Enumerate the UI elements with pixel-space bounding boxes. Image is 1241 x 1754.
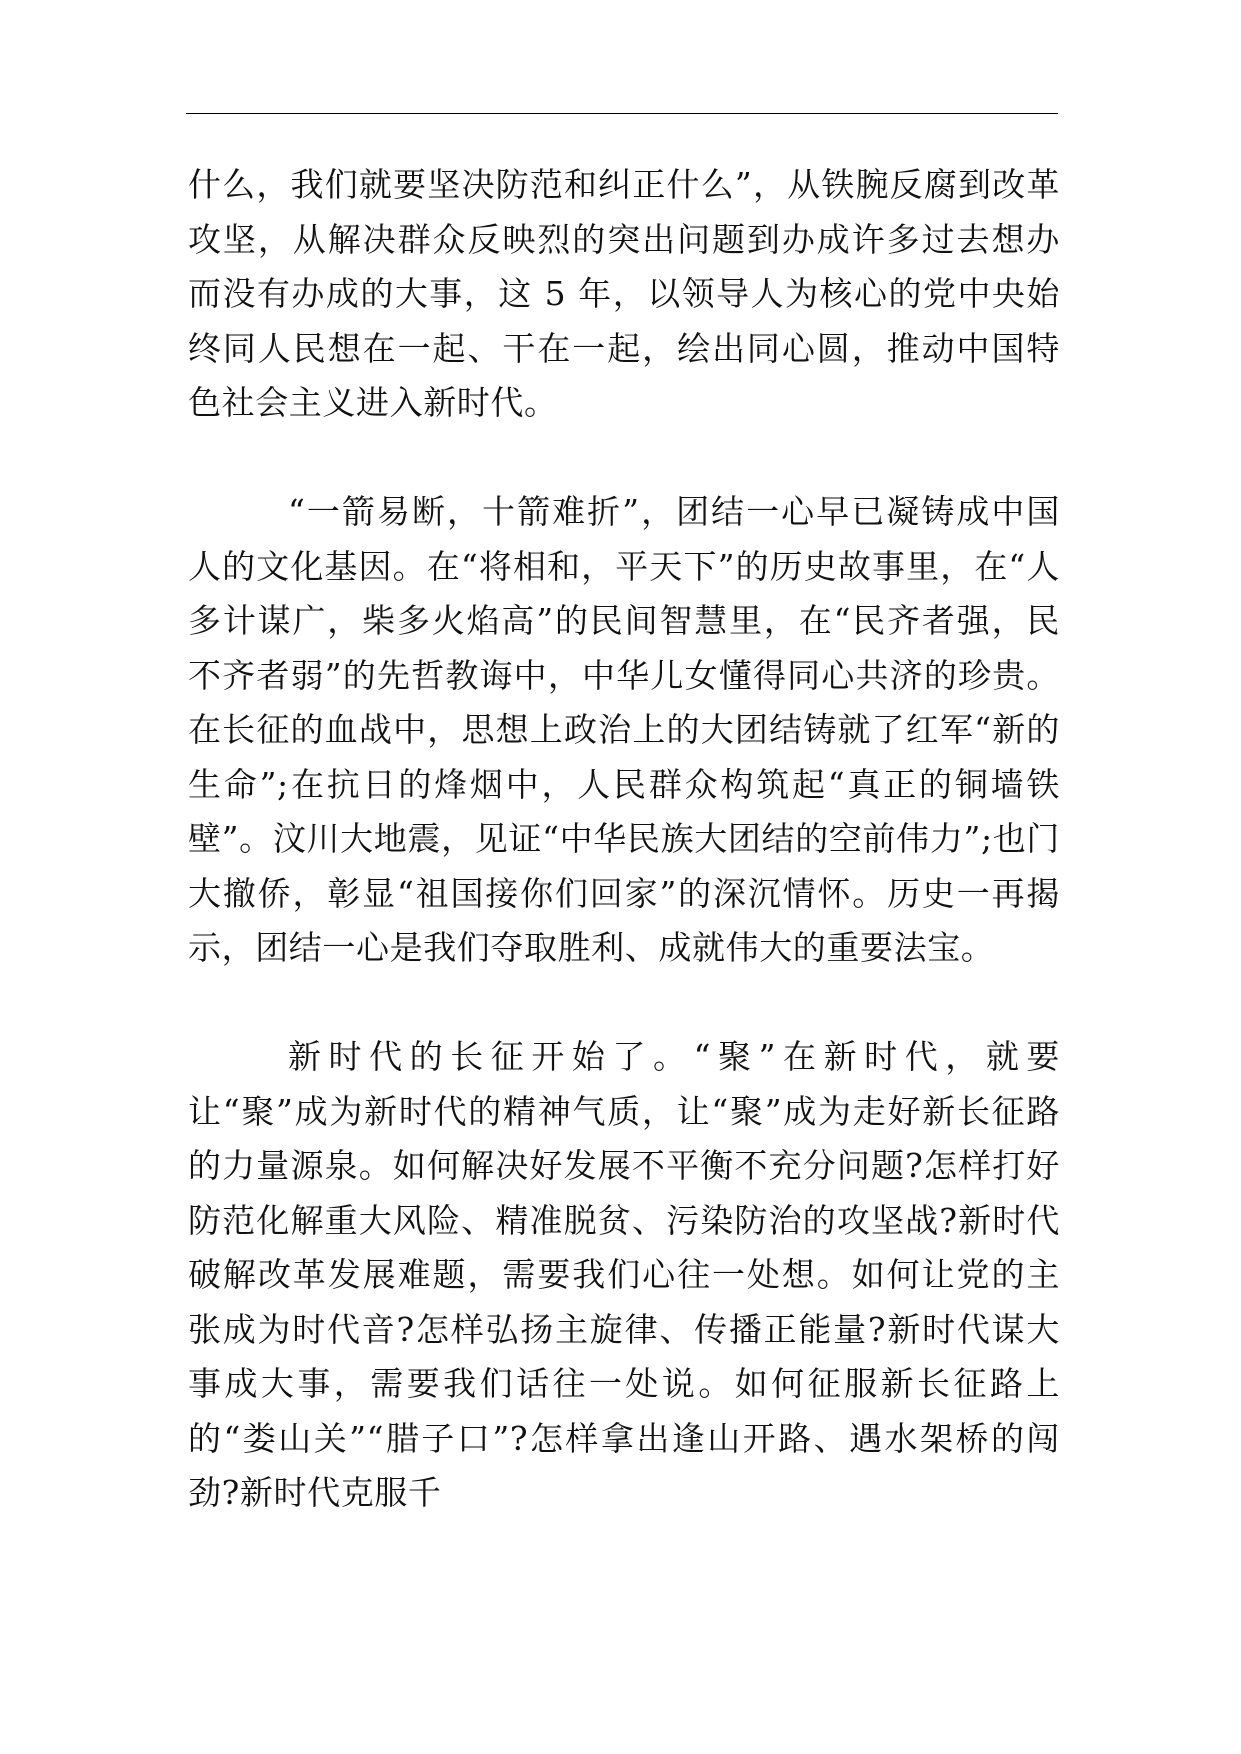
- paragraph-2: “一箭易断，十箭难折”，团结一心早已凝铸成中国人的文化基因。在“将相和，平天下”的历史故事里，在“人多计谋广，柴多火焰高”的民间智慧里，在“民齐者强，民不齐者弱”的先哲教诲中，中华儿女懂得同心共济的珍贵。在长征的血战中，思想上政治上的大团结铸就了红军“新的生命”;在抗日的烽烟中，人民群众构筑起“真正的铜墙铁壁”。汶川大地震，见证“中华民族大团结的空前伟力”;也门大撤侨，彰显“祖国接你们回家”的深沉情怀。历史一再揭示，团结一心是我们夺取胜利、成就伟大的重要法宝。: [188, 492, 1060, 967]
- header-rule: [186, 113, 1058, 114]
- paragraph-3: 新时代的长征开始了。“聚”在新时代，就要让“聚”成为新时代的精神气质，让“聚”成为走好新长征路的力量源泉。如何解决好发展不平衡不充分问题?怎样打好防范化解重大风险、精准脱贫、污染防治的攻坚战?新时代破解改革发展难题，需要我们心往一处想。如何让党的主张成为时代音?怎样弘扬主旋律、传播正能量?新时代谋大事成大事，需要我们话往一处说。如何征服新长征路上的“娄山关”“腊子口”?怎样拿出逢山开路、遇水架桥的闯劲?新时代克服千: [188, 1037, 1060, 1512]
- document-body: [188, 158, 1060, 1521]
- paragraph-1: 什么，我们就要坚决防范和纠正什么”，从铁腕反腐到改革攻坚，从解决群众反映烈的突出问题到办成许多过去想办而没有办成的大事，这 5 年，以领导人为核心的党中央始终同人民想在一起、干在一起，绘出同心圆，推动中国特色社会主义进入新时代。: [188, 165, 1060, 422]
